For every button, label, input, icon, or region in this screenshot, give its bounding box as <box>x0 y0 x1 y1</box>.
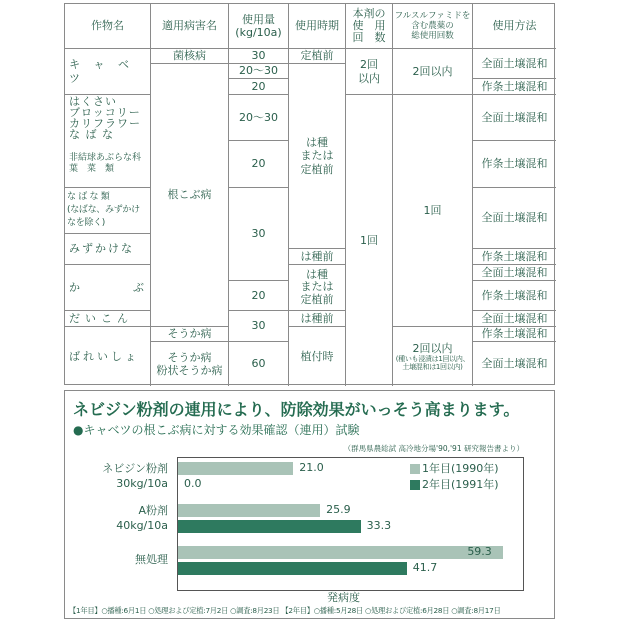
method-cell: 作条土壌混和 <box>473 141 556 188</box>
legend-swatch <box>410 464 420 474</box>
method-cell: 全面土壌混和 <box>473 265 556 281</box>
value-label: 25.9 <box>326 503 351 516</box>
crop-cell: か ぶ <box>65 265 151 311</box>
header-crop: 作物名 <box>65 4 151 49</box>
bar-1-0 <box>178 462 293 475</box>
legend-item-1 <box>410 462 499 476</box>
total-cell <box>393 327 473 386</box>
disease-cell: 菌核病 <box>151 49 229 64</box>
disease-cell: そうか病 粉状そうか病 <box>151 342 229 386</box>
timing-cell: は種 または 定植前 <box>289 265 346 311</box>
chart-source: （群馬県農総試 高冷地分場'90,'91 研究報告書より） <box>343 444 524 453</box>
total-note: (種いも浸漬は1回以内、 土壌混和は1回以内) <box>395 355 470 372</box>
header-total-count: フルスルファミドを 含む農薬の 総使用回数 <box>393 4 473 49</box>
chart-title: ネビジン粉剤の連用により、防除効果がいっそう高まります。 <box>73 400 520 419</box>
amount-cell: 60 <box>229 342 289 386</box>
crop-cell: だいこん <box>65 311 151 327</box>
legend-item-2 <box>410 478 499 492</box>
disease-cell: そうか病 <box>151 327 229 342</box>
value-label: 41.7 <box>412 561 438 574</box>
method-cell: 作条土壌混和 <box>473 327 556 342</box>
efficacy-chart <box>64 390 555 619</box>
bar-1-1 <box>178 504 320 517</box>
value-label: 59.3 <box>467 545 492 558</box>
amount-cell: 30 <box>229 311 289 342</box>
amount-cell: 20 <box>229 141 289 188</box>
amount-cell: 20 <box>229 281 289 311</box>
chart-subtitle: ●キャベツの根こぶ病に対する効果確認（連用）試験 <box>73 423 360 437</box>
count-cell: 1回 <box>346 95 393 386</box>
method-cell: 作条土壌混和 <box>473 249 556 265</box>
value-label: 21.0 <box>299 461 324 474</box>
total-cell: 1回 <box>393 95 473 327</box>
crop-cell: 非結球あぶらな科 葉 菜 類 <box>65 141 151 188</box>
timing-cell: 定植前 <box>289 49 346 64</box>
legend-label: 2年目(1991年) <box>422 478 499 491</box>
crop-cell: な ば な 類 (なばな、みずかけ なを除く) <box>65 188 151 234</box>
header-count: 本剤の 使 用 回 数 <box>346 4 393 49</box>
method-cell: 全面土壌混和 <box>473 49 556 79</box>
crop-cell: はくさい ブロッコリー カリフラワー な ば な <box>65 95 151 141</box>
legend-label: 1年目(1990年) <box>422 462 499 475</box>
method-cell: 全面土壌混和 <box>481 357 548 371</box>
usage-table <box>64 3 555 385</box>
total-value: 2回以内 <box>412 341 453 355</box>
x-axis-label: 発病度 <box>327 591 360 604</box>
amount-cell: 30 <box>229 188 289 281</box>
amount-cell: 20 <box>229 79 289 95</box>
timing-cell: は種前 <box>289 311 346 327</box>
category-label: A粉剤 40kg/10a <box>116 504 168 532</box>
amount-cell: 20～30 <box>229 95 289 141</box>
bar-1-2 <box>178 546 503 559</box>
crop-cell: みずかけな <box>65 234 151 265</box>
category-label: ネビジン粉剤 30kg/10a <box>102 462 168 490</box>
crop-cell: キ ャ ベ ツ <box>65 49 151 95</box>
method-cell: 作条土壌混和 <box>473 281 556 311</box>
header-amount: 使用量 (kg/10a) <box>229 4 289 49</box>
total-cell: 2回以内 <box>393 49 473 95</box>
plot-area <box>177 457 524 591</box>
disease-cell: 根こぶ病 <box>151 64 229 327</box>
bar-2-2 <box>178 562 407 575</box>
method-cell: 全面土壌混和 <box>473 95 556 141</box>
amount-cell: 20～30 <box>229 64 289 79</box>
category-label: 無処理 <box>135 553 168 566</box>
legend-swatch <box>410 480 420 490</box>
value-label: 0.0 <box>184 477 202 490</box>
count-cell: 2回 以内 <box>346 49 393 95</box>
header-disease: 適用病害名 <box>151 4 229 49</box>
header-method: 使用方法 <box>473 4 556 49</box>
timing-cell: 植付時 <box>289 327 346 386</box>
method-cell: 全面土壌混和 <box>473 311 556 327</box>
timing-cell: は種 または 定植前 <box>289 64 346 249</box>
timing-cell: は種前 <box>289 249 346 265</box>
header-timing: 使用時期 <box>289 4 346 49</box>
bar-2-1 <box>178 520 361 533</box>
amount-cell: 30 <box>229 49 289 64</box>
method-cell: 作条土壌混和 <box>473 79 556 95</box>
value-label: 33.3 <box>366 519 392 532</box>
footnote: 【1年目】○播種:6月1日 ○処理および定植:7月2日 ○調査:8月23日 【2年目】○播種:5月28日 ○処理および定植:6月28日 ○調査:8月17日 <box>69 606 501 615</box>
crop-cell: ばれいしょ <box>65 327 151 386</box>
method-cell: 全面土壌混和 <box>473 188 556 249</box>
